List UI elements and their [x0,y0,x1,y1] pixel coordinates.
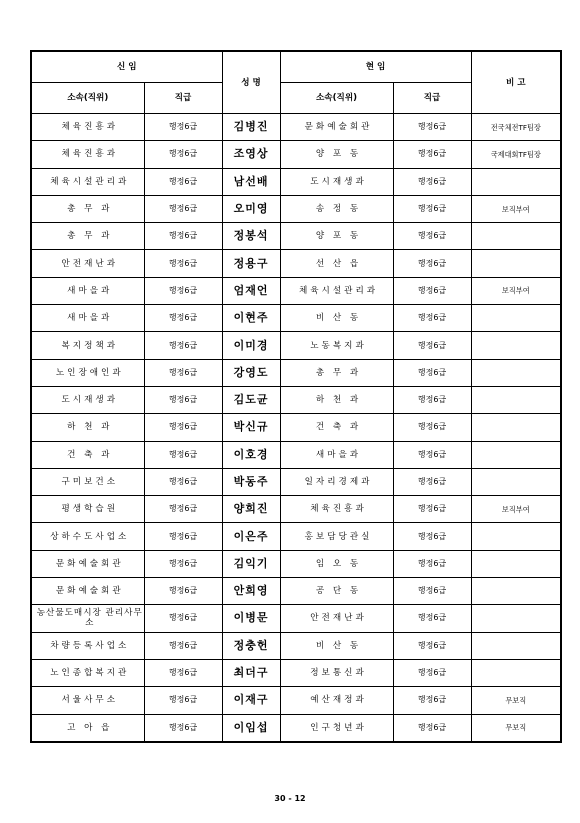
name-cell: 정용구 [222,250,280,277]
new-dept-cell: 새마을과 [31,305,144,332]
table-row [31,250,561,277]
cur-grade-cell: 행정6급 [393,550,471,577]
table-row [31,441,561,468]
table-row [31,659,561,686]
header-new-dept: 소속(직위) [31,83,144,114]
name-cell: 김병진 [222,114,280,141]
table-row [31,332,561,359]
table-row [31,168,561,195]
cur-dept-cell: 총 무 과 [280,359,393,386]
table-body [31,114,561,742]
new-dept-cell: 건 축 과 [31,441,144,468]
table-row [31,386,561,413]
new-dept-cell: 차량등록사업소 [31,632,144,659]
name-cell: 김익기 [222,550,280,577]
new-grade-cell: 행정6급 [144,550,222,577]
note-cell [471,523,561,550]
cur-grade-cell: 행정6급 [393,578,471,605]
cur-grade-cell: 행정6급 [393,523,471,550]
new-grade-cell: 행정6급 [144,414,222,441]
note-cell [471,468,561,495]
note-cell [471,223,561,250]
new-grade-cell: 행정6급 [144,386,222,413]
name-cell: 엄재언 [222,277,280,304]
header-current-position: 현 임 [280,51,471,83]
new-grade-cell: 행정6급 [144,195,222,222]
cur-grade-cell: 행정6급 [393,605,471,632]
note-cell: 보직부여 [471,496,561,523]
name-cell: 이임섭 [222,714,280,742]
new-dept-cell: 복지정책과 [31,332,144,359]
new-dept-cell: 총 무 과 [31,223,144,250]
name-cell: 조영상 [222,141,280,168]
note-cell [471,605,561,632]
new-grade-cell: 행정6급 [144,305,222,332]
table-row [31,114,561,141]
name-cell: 정충헌 [222,632,280,659]
name-cell: 최더구 [222,659,280,686]
cur-dept-cell: 정보통신과 [280,659,393,686]
new-dept-cell: 노인종합복지관 [31,659,144,686]
new-dept-cell: 하 천 과 [31,414,144,441]
new-dept-cell: 구미보건소 [31,468,144,495]
note-cell [471,386,561,413]
page-number: 30 - 12 [274,794,306,803]
table-row [31,687,561,714]
new-grade-cell: 행정6급 [144,578,222,605]
cur-grade-cell: 행정6급 [393,305,471,332]
cur-grade-cell: 행정6급 [393,414,471,441]
name-cell: 이병문 [222,605,280,632]
cur-grade-cell: 행정6급 [393,632,471,659]
new-dept-cell: 총 무 과 [31,195,144,222]
name-cell: 오미영 [222,195,280,222]
new-grade-cell: 행정6급 [144,632,222,659]
cur-grade-cell: 행정6급 [393,441,471,468]
table-row [31,305,561,332]
note-cell [471,441,561,468]
name-cell: 안희영 [222,578,280,605]
note-cell: 국제대회TF팀장 [471,141,561,168]
table-row [31,195,561,222]
new-dept-cell: 농산물도매시장 관리사무소 [31,605,144,632]
cur-grade-cell: 행정6급 [393,332,471,359]
cur-dept-cell: 하 천 과 [280,386,393,413]
new-dept-cell: 서울사무소 [31,687,144,714]
note-cell: 전국체전TF팀장 [471,114,561,141]
new-grade-cell: 행정6급 [144,523,222,550]
cur-dept-cell: 양 포 동 [280,223,393,250]
new-dept-cell: 문화예술회관 [31,550,144,577]
new-dept-cell: 체육진흥과 [31,141,144,168]
table-row [31,277,561,304]
table-row [31,550,561,577]
new-dept-cell: 문화예술회관 [31,578,144,605]
header-cur-dept: 소속(직위) [280,83,393,114]
name-cell: 김도균 [222,386,280,413]
cur-dept-cell: 건 축 과 [280,414,393,441]
table-row [31,223,561,250]
note-cell [471,632,561,659]
cur-dept-cell: 양 포 동 [280,141,393,168]
cur-grade-cell: 행정6급 [393,168,471,195]
cur-grade-cell: 행정6급 [393,468,471,495]
cur-dept-cell: 예산재정과 [280,687,393,714]
name-cell: 정봉석 [222,223,280,250]
note-cell [471,305,561,332]
name-cell: 남선배 [222,168,280,195]
new-grade-cell: 행정6급 [144,332,222,359]
cur-dept-cell: 일자리경제과 [280,468,393,495]
cur-dept-cell: 선 산 읍 [280,250,393,277]
note-cell [471,359,561,386]
new-dept-cell: 노인장애인과 [31,359,144,386]
cur-grade-cell: 행정6급 [393,659,471,686]
header-new-grade: 직급 [144,83,222,114]
new-dept-cell: 상하수도사업소 [31,523,144,550]
cur-dept-cell: 송 정 동 [280,195,393,222]
new-dept-cell: 고 아 읍 [31,714,144,742]
name-cell: 이현주 [222,305,280,332]
cur-grade-cell: 행정6급 [393,687,471,714]
new-dept-cell: 안전재난과 [31,250,144,277]
new-grade-cell: 행정6급 [144,223,222,250]
cur-dept-cell: 비 산 동 [280,632,393,659]
new-dept-cell: 평생학습원 [31,496,144,523]
new-grade-cell: 행정6급 [144,441,222,468]
new-dept-cell: 체육시설관리과 [31,168,144,195]
cur-dept-cell: 노동복지과 [280,332,393,359]
new-grade-cell: 행정6급 [144,359,222,386]
cur-dept-cell: 인구청년과 [280,714,393,742]
note-cell [471,168,561,195]
new-grade-cell: 행정6급 [144,687,222,714]
cur-dept-cell: 공 단 동 [280,578,393,605]
note-cell: 무보직 [471,687,561,714]
cur-dept-cell: 문화예술회관 [280,114,393,141]
new-dept-cell: 체육진흥과 [31,114,144,141]
cur-dept-cell: 안전재난과 [280,605,393,632]
table-row [31,714,561,742]
table-row [31,496,561,523]
cur-dept-cell: 홍보담당관실 [280,523,393,550]
cur-dept-cell: 도시재생과 [280,168,393,195]
table-row [31,578,561,605]
table-row [31,468,561,495]
table-row [31,632,561,659]
note-cell [471,250,561,277]
table-row [31,605,561,632]
header-new-position: 신 임 [31,51,222,83]
note-cell: 보직부여 [471,195,561,222]
new-grade-cell: 행정6급 [144,468,222,495]
note-cell [471,578,561,605]
new-grade-cell: 행정6급 [144,277,222,304]
personnel-table [30,50,562,743]
cur-grade-cell: 행정6급 [393,250,471,277]
note-cell: 무보직 [471,714,561,742]
name-cell: 양희진 [222,496,280,523]
note-cell: 보직부여 [471,277,561,304]
name-cell: 이은주 [222,523,280,550]
name-cell: 이재구 [222,687,280,714]
new-dept-cell: 도시재생과 [31,386,144,413]
cur-grade-cell: 행정6급 [393,714,471,742]
header-remarks: 비 고 [471,51,561,114]
note-cell [471,414,561,441]
table-row [31,141,561,168]
cur-grade-cell: 행정6급 [393,141,471,168]
header-name: 성 명 [222,51,280,114]
new-grade-cell: 행정6급 [144,714,222,742]
note-cell [471,659,561,686]
cur-dept-cell: 비 산 동 [280,305,393,332]
cur-dept-cell: 새마을과 [280,441,393,468]
new-grade-cell: 행정6급 [144,659,222,686]
table-row [31,359,561,386]
cur-dept-cell: 체육진흥과 [280,496,393,523]
cur-grade-cell: 행정6급 [393,277,471,304]
new-grade-cell: 행정6급 [144,114,222,141]
cur-grade-cell: 행정6급 [393,114,471,141]
cur-grade-cell: 행정6급 [393,496,471,523]
cur-dept-cell: 체육시설관리과 [280,277,393,304]
name-cell: 박동주 [222,468,280,495]
new-dept-cell: 새마을과 [31,277,144,304]
cur-grade-cell: 행정6급 [393,359,471,386]
name-cell: 강영도 [222,359,280,386]
table-row [31,523,561,550]
name-cell: 박신규 [222,414,280,441]
cur-grade-cell: 행정6급 [393,386,471,413]
new-grade-cell: 행정6급 [144,496,222,523]
new-grade-cell: 행정6급 [144,605,222,632]
name-cell: 이호경 [222,441,280,468]
name-cell: 이미경 [222,332,280,359]
cur-grade-cell: 행정6급 [393,195,471,222]
cur-dept-cell: 임 오 동 [280,550,393,577]
note-cell [471,550,561,577]
new-grade-cell: 행정6급 [144,141,222,168]
new-grade-cell: 행정6급 [144,250,222,277]
note-cell [471,332,561,359]
table-row [31,414,561,441]
header-cur-grade: 직급 [393,83,471,114]
new-grade-cell: 행정6급 [144,168,222,195]
cur-grade-cell: 행정6급 [393,223,471,250]
